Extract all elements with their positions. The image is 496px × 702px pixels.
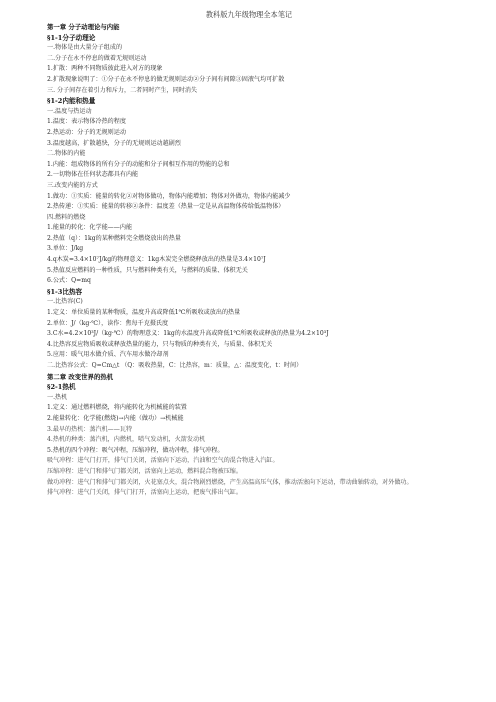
text-line: 3.单位：J/kg xyxy=(47,245,84,253)
text-line: 1.做功：①实质：能量的转化②对物体做功，物体内能增加；物体对外做功，物体内能减少 xyxy=(47,192,291,200)
section-heading: §1-2内能和热量 xyxy=(47,97,96,106)
document-body xyxy=(47,22,451,499)
section-heading: §1-1分子动理论 xyxy=(47,33,96,42)
text-line: 压缩冲程：进气门和排气门都关闭，活塞向上运动，燃料混合物被压缩。 xyxy=(47,467,242,475)
subsection-heading: 四.燃料的燃烧 xyxy=(47,213,86,221)
subsection-heading: 一.热机 xyxy=(47,393,68,401)
subsection-heading: 三. 分子间存在着引力和斥力，二者同时产生，同时消失 xyxy=(47,86,198,94)
text-line: 4.q木炭=3.4×10⁷J/kg的物理意义：1kg木炭完全燃烧释放出的热量是3.4×10⁷J xyxy=(47,256,266,264)
text-line: 排气冲程：进气门关闭，排气门打开，活塞向上运动，把废气排出气缸。 xyxy=(47,489,242,497)
text-line: 1.定义：单位质量的某种物质，温度升高或降低1℃所吸收或放出的热量 xyxy=(47,309,241,317)
text-line: 1.能量的转化：化学能——内能 xyxy=(47,224,133,232)
subsection-heading: 二.分子在永不停息的做着无规则运动 xyxy=(47,54,147,62)
subsection-heading: 二.物体的内能 xyxy=(47,150,86,158)
subsection-heading: 一.物体是由大量分子组成的 xyxy=(47,44,123,52)
subsection-heading: 一.比热容(C) xyxy=(47,298,83,306)
text-line: 吸气冲程：进气门打开，排气门关闭，活塞向下运动，汽油和空气的混合物进入汽缸。 xyxy=(47,457,279,465)
text-line: 2.热运动：分子的无规则运动 xyxy=(47,128,126,136)
chapter-heading: 第二章 改变世界的热机 xyxy=(47,372,114,381)
text-line: 2.一切物体在任何状态都具有内能 xyxy=(47,171,139,179)
text-line: 2.热值（q）：1kg的某种燃料完全燃烧放出的热量 xyxy=(47,234,181,242)
text-line: 2.能量转化：化学能(燃烧)→内能（做功）→机械能 xyxy=(47,414,184,422)
text-line: 1.扩散：两种不同物质彼此进入对方的现象 xyxy=(47,65,163,73)
text-line: 6.公式：Q=mq xyxy=(47,277,91,285)
subsection-heading: 二.比热容公式：Q=Cm△t （Q：吸收热量，C：比热容，m：质量，△：温度变化，t：时间） xyxy=(47,362,303,369)
text-line: 1.定义：通过燃料燃烧，将内能转化为机械能的装置 xyxy=(47,404,187,412)
text-line: 5.热值反应燃料的一种性质，只与燃料种类有关，与燃料的质量、体积无关 xyxy=(47,266,248,274)
text-paragraph: 做功冲程：进气门和排气门都关闭，火花塞点火，混合物剧烈燃烧，产生高温高压气体，推动活塞向下运动，带动曲轴转动，对外做功。 xyxy=(47,478,413,486)
section-heading: §2-1热机 xyxy=(47,383,76,392)
text-line: 2.扩散现象说明了：①分子在永不停息的做无规则运动②分子间有间隙③固液气均可扩散 xyxy=(47,75,285,83)
document-title: 教科版九年级物理全本笔记 xyxy=(205,10,293,19)
text-line: 3.最早的热机：蒸汽机——瓦特 xyxy=(47,425,133,433)
text-line: 4.比热容反应物质吸收或释放热量的能力，只与物质的种类有关，与质量、体积无关 xyxy=(47,340,273,348)
section-heading: §1-3比热容 xyxy=(47,287,83,296)
chapter-heading: 第一章 分子动理论与内能 xyxy=(47,23,120,31)
text-line: 2.单位：J/（kg·℃），读作：焦每千克摄氏度 xyxy=(47,319,169,327)
text-line: 5.热机的四个冲程：吸气冲程，压缩冲程，做功冲程，排气冲程。 xyxy=(47,446,224,454)
subsection-heading: 一.温度与热运动 xyxy=(47,107,92,115)
text-line: 4.热机的种类：蒸汽机，内燃机，喷气发动机，火箭发动机 xyxy=(47,436,206,444)
text-line: 2.热传递：①实质：能量的转移②条件：温度差（热量一定是从高温物体传给低温物体） xyxy=(47,203,285,211)
text-line: 1.温度：表示物体冷热的程度 xyxy=(47,118,126,126)
subsection-heading: 三.改变内能的方式 xyxy=(47,181,98,189)
text-line: 1.内能：组成物体的所有分子的动能和分子间相互作用的势能的总和 xyxy=(47,160,230,168)
text-line: 3.C水=4.2×10³J/（kg·℃）的物理意义：1kg的水温度升高或降低1℃所吸收或释放的热量为4.2×10³J xyxy=(47,330,329,338)
text-line: 3.温度越高，扩散越快，分子的无规则运动越剧烈 xyxy=(47,139,181,147)
text-line: 5.应用：暖气用水做介质、汽车用水做冷却剂 xyxy=(47,351,169,359)
